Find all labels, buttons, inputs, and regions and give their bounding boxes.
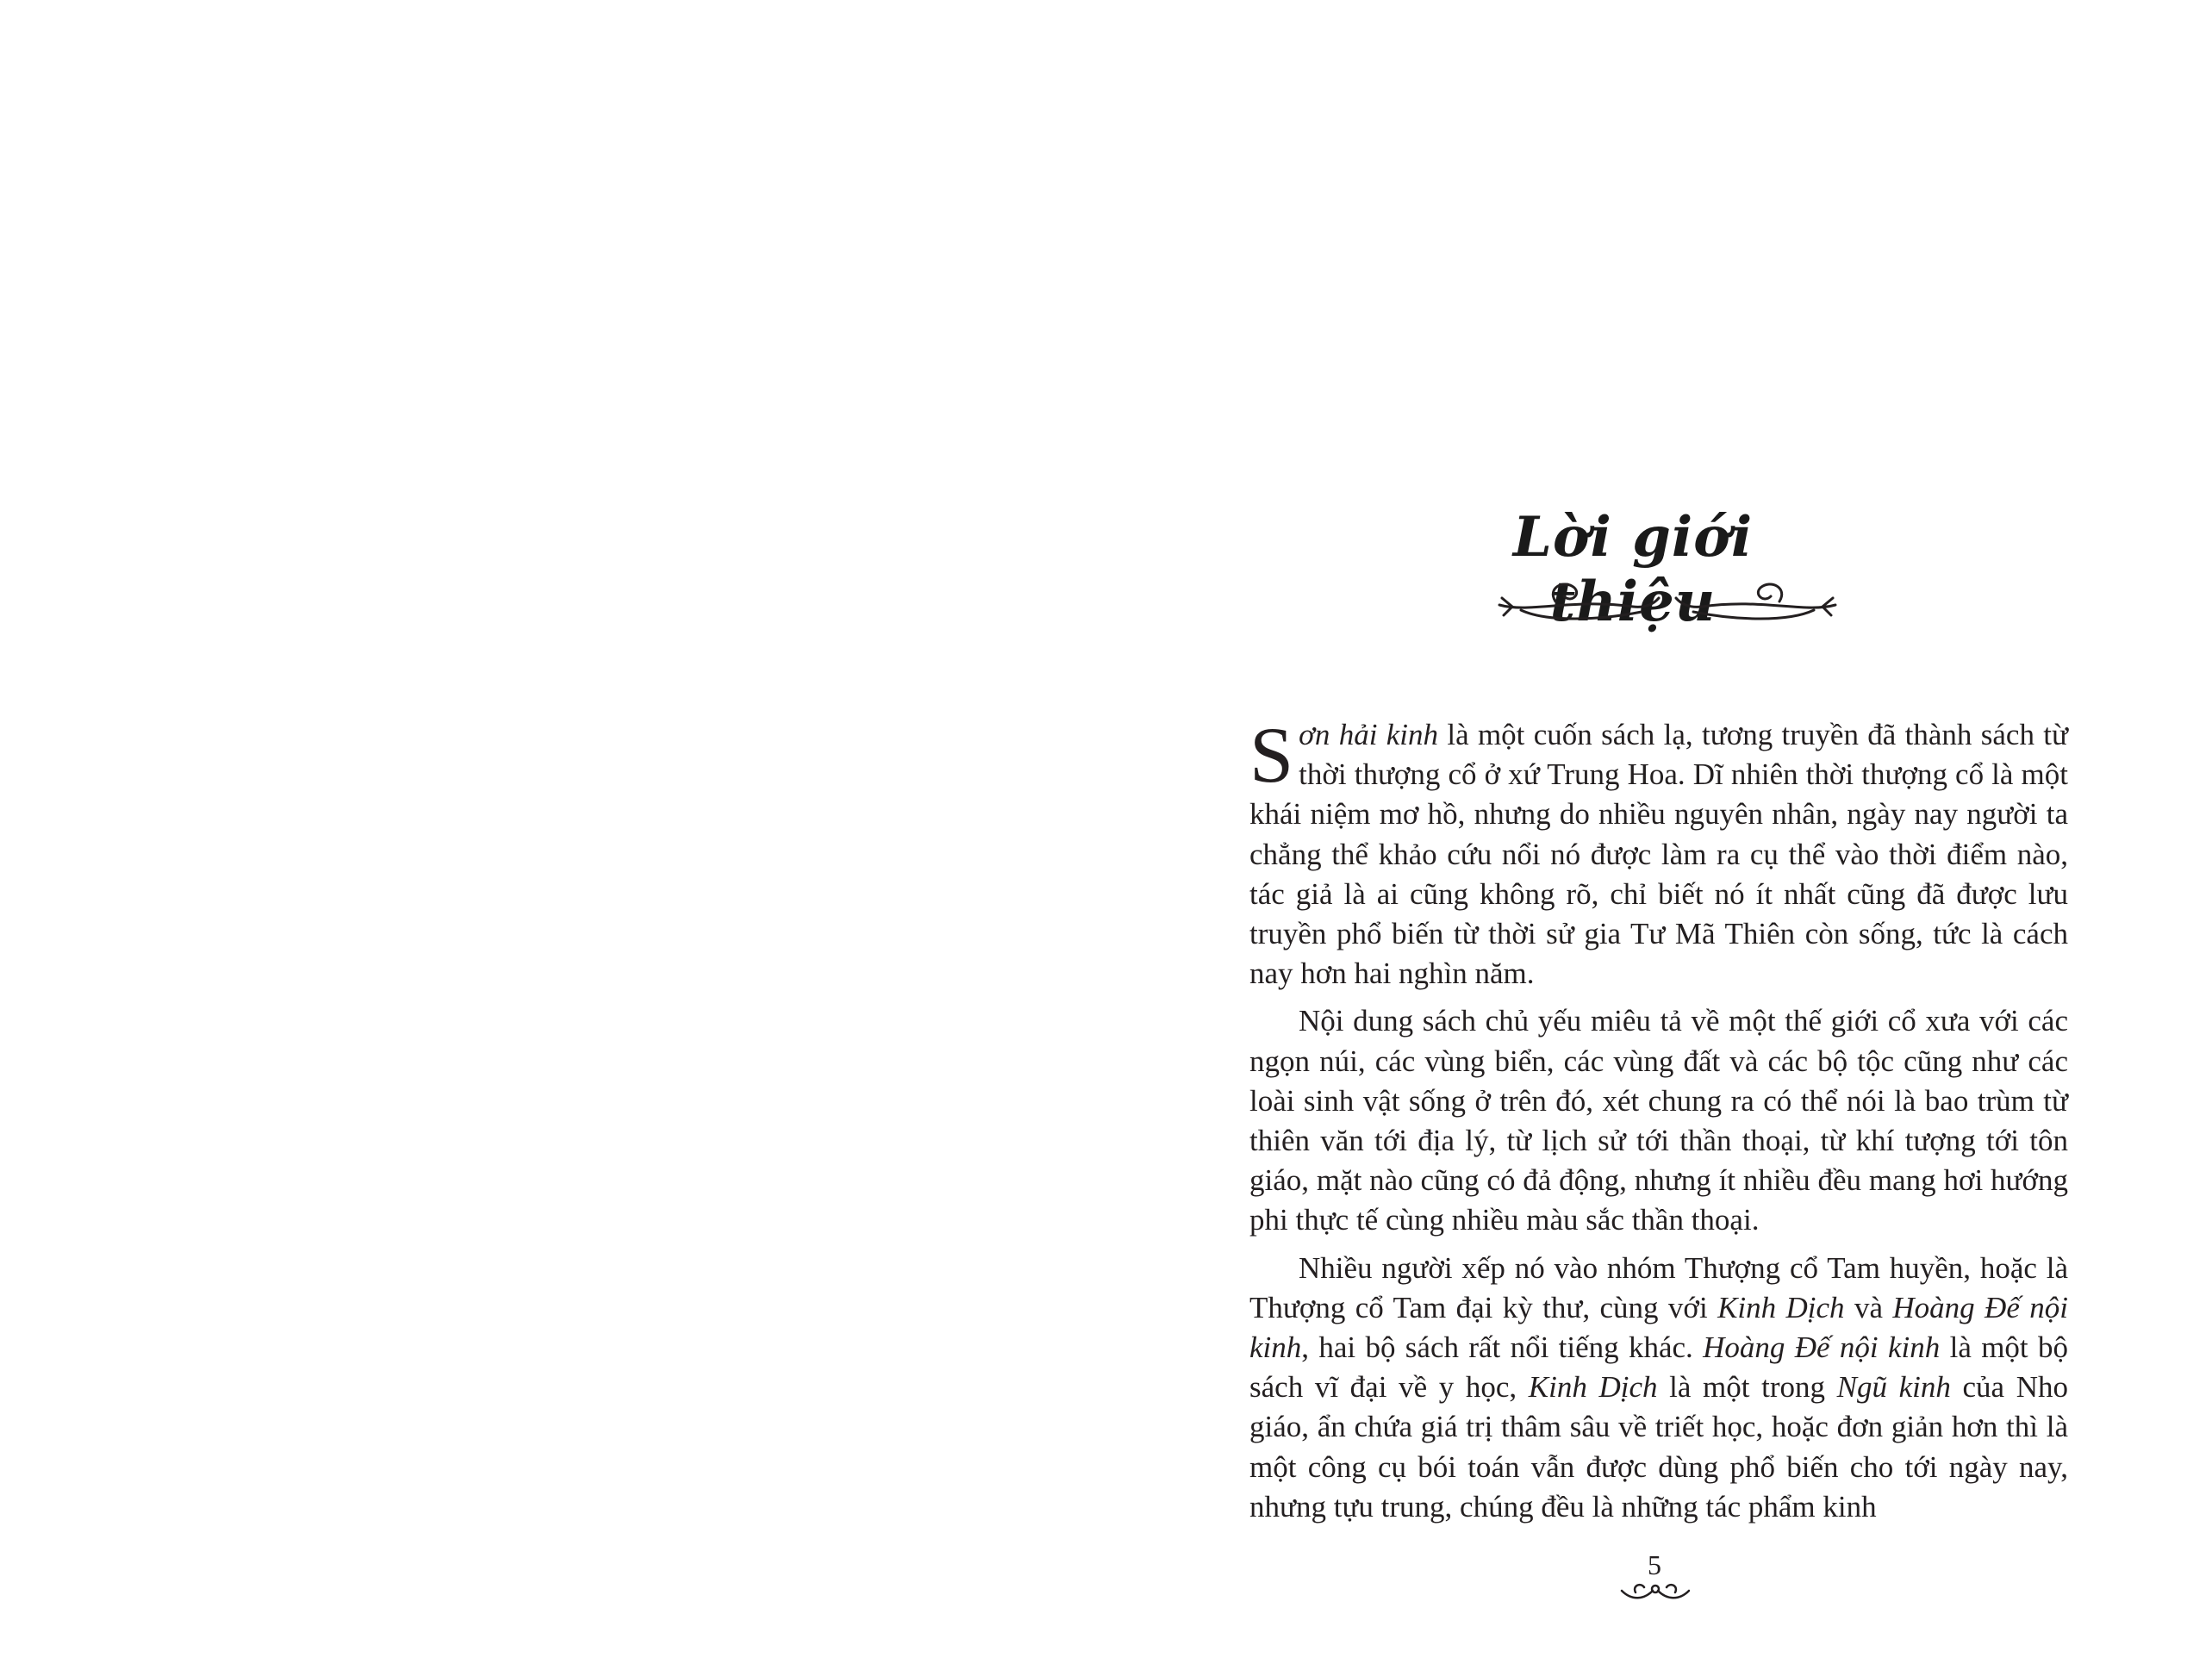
dropcap: S (1249, 711, 1294, 799)
chapter-title: Lời giới thiệu (1512, 505, 1754, 634)
text-run: và (1844, 1290, 1893, 1324)
text-run: Kinh Dịch (1717, 1290, 1845, 1324)
text-run: Ngũ kinh (1836, 1370, 1951, 1405)
body-text (1249, 711, 2069, 1535)
p1-segments (1249, 711, 2068, 991)
text-run: của Nho giáo, ẩn chứa giá trị thâm sâu về triết học, hoặc đơn giản hơn thì là một công cụ bói toán vẫn được dùng phổ biến cho tới ngày nay, nhưng tựu trung, chúng đều là những tác phẩm kinh (1249, 1370, 2068, 1524)
text-run: Nội dung sách chủ yếu miêu tả về một thế giới cổ xưa với các ngọn núi, các vùng biển, các vùng đất và các bộ tộc cũng như các loài sinh vật sống ở trên đó, xét chung ra có thể nói là bao trùm từ thiên văn tới địa lý, từ lịch sử tới thần thoại, từ khí tượng tới tôn giáo, mặt nào cũng có đả động, nhưng ít nhiều đều mang hơi hướng phi thực tế cùng nhiều màu sắc thần thoại. (1249, 1004, 2068, 1237)
p3-segments (1249, 1251, 2068, 1524)
text-run: Kinh Dịch (1528, 1370, 1658, 1405)
text-run: ơn hải kinh (1299, 718, 1439, 751)
text-run: Hoàng Đế nội kinh (1249, 1290, 2068, 1365)
flourish-ornament-icon (1495, 572, 1840, 638)
paragraph-3 (1249, 1249, 2068, 1527)
text-run: là một cuốn sách lạ, tương truyền đã thành sách từ thời thượng cổ ở xứ Trung Hoa. Dĩ nhiên thời thượng cổ là một khái niệm mơ hồ, nhưng do nhiều nguyên nhân, ngày nay người ta chẳng thể khảo cứu nổi nó được làm ra cụ thể vào thời điểm nào, tác giả là ai cũng không rõ, chỉ biết nó ít nhất cũng đã được lưu truyền phổ biến từ thời sử gia Tư Mã Thiên còn sống, tức là cách nay hơn hai nghìn năm. (1249, 718, 2068, 991)
text-run: Nhiều người xếp nó vào nhóm Thượng cổ Tam huyền, hoặc là Thượng cổ Tam đại kỳ thư, cùng với (1249, 1250, 2068, 1324)
footer-flourish-icon (1618, 1579, 1692, 1605)
text-run: là một bộ sách vĩ đại về y học, (1249, 1330, 2069, 1405)
text-run: Hoàng Đế nội kinh (1703, 1330, 1941, 1365)
paragraph-2 (1249, 1001, 2068, 1240)
text-run: , hai bộ sách rất nổi tiếng khác. (1301, 1330, 1704, 1365)
text-run: là một trong (1657, 1370, 1837, 1405)
page-number: 5 (1648, 1549, 1661, 1580)
p2-segments (1249, 1004, 2068, 1237)
paragraph-1 (1249, 711, 2068, 994)
